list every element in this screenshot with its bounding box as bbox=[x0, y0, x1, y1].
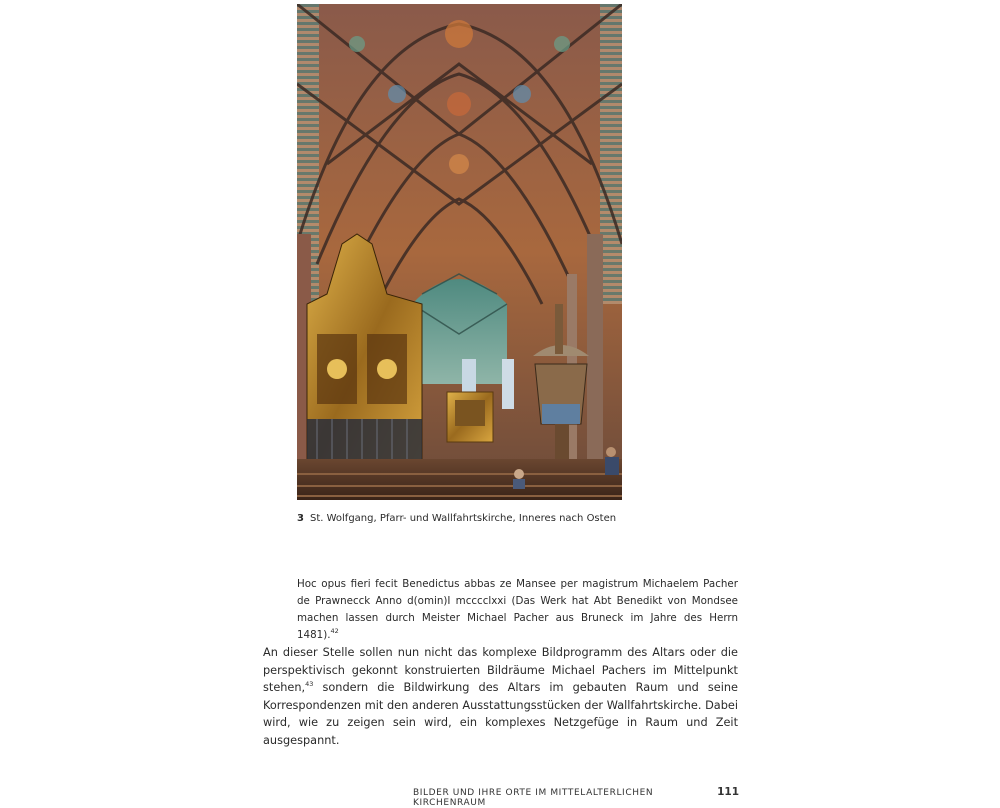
page-number: 111 bbox=[717, 786, 739, 798]
body-paragraph bbox=[263, 644, 738, 750]
running-head: BILDER UND IHRE ORTE IM MITTELALTERLICHEN KIRCHENRAUM bbox=[413, 788, 654, 808]
figure-number: 3 bbox=[297, 513, 304, 524]
footnote-ref-42[interactable]: 42 bbox=[330, 627, 339, 635]
footnote-ref-43[interactable]: 43 bbox=[305, 680, 314, 689]
running-footer bbox=[413, 786, 739, 808]
church-interior-photo bbox=[297, 4, 622, 500]
paragraph-text-part1: An dieser Stelle sollen nun nicht das komplexe Bildprogramm des Altars oder die perspektivisch gekonnt konstruierten Bildräume Michael Pachers im Mittelpunkt stehen, bbox=[263, 646, 738, 695]
figure-caption bbox=[297, 512, 737, 526]
paragraph-text-part2: sondern die Bildwirkung des Altars im gebauten Raum und seine Korrespondenzen mit den anderen Ausstattungsstücken der Wallfahrtskirche. Dabei wird, wie zu zeigen sein wird, ein komplexes Netzgefüge in Raum und Zeit ausgespannt. bbox=[263, 681, 738, 747]
figure-caption-text: St. Wolfgang, Pfarr- und Wallfahrtskirche, Inneres nach Osten bbox=[309, 513, 617, 524]
quote-text: Hoc opus fieri fecit Benedictus abbas ze Mansee per magistrum Michaelem Pacher de Prawnecck Anno d(omin)I mcccclxxi (Das Werk hat Abt Benedikt von Mondsee machen lassen durch Meister Michael Pacher aus Bruneck im Jahre des Herrn 1481). bbox=[297, 578, 738, 641]
latin-inscription-quote bbox=[297, 576, 738, 644]
